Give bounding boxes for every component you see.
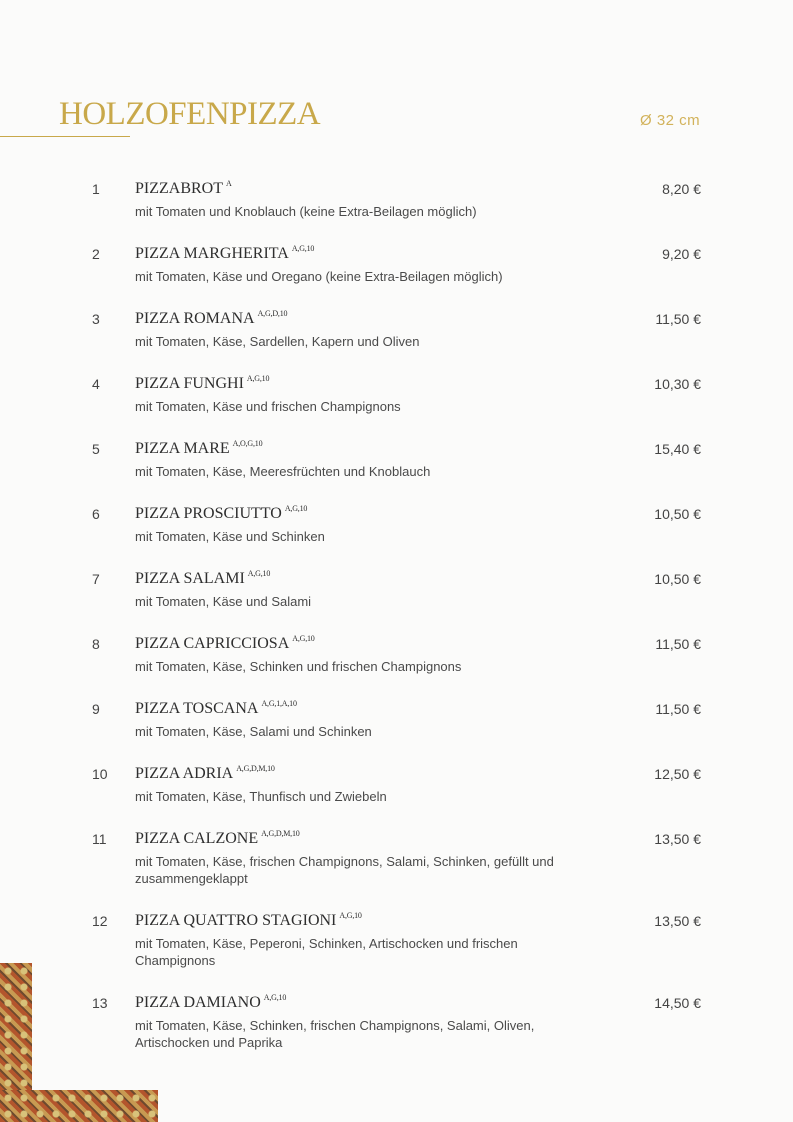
- item-number: 3: [92, 311, 100, 327]
- item-number: 2: [92, 246, 100, 262]
- item-price: 10,50 €: [654, 571, 701, 587]
- item-number: 13: [92, 995, 108, 1011]
- item-number: 5: [92, 441, 100, 457]
- item-name: [135, 911, 362, 930]
- item-name-text: PIZZA TOSCANA: [135, 700, 259, 717]
- item-name-text: PIZZA QUATTRO STAGIONI: [135, 912, 337, 929]
- item-number: 1: [92, 181, 100, 197]
- item-name: [135, 829, 300, 848]
- item-name: [135, 244, 314, 263]
- item-name-text: PIZZA DAMIANO: [135, 994, 261, 1011]
- item-name: [135, 439, 262, 458]
- item-allergens: A,G,1,A,10: [261, 699, 297, 708]
- item-name-text: PIZZA CAPRICCIOSA: [135, 635, 290, 652]
- item-allergens: A,G,D,10: [257, 309, 288, 318]
- item-allergens: A,G,D,M,10: [261, 829, 300, 838]
- item-name: [135, 374, 269, 393]
- item-name-text: PIZZA ADRIA: [135, 765, 234, 782]
- item-description: mit Tomaten, Käse, Schinken, frischen Champignons, Salami, Oliven, Artischocken und Paprika: [135, 1018, 535, 1050]
- item-name-text: PIZZA SALAMI: [135, 570, 245, 587]
- item-description: mit Tomaten, Käse, frischen Champignons, Salami, Schinken, gefüllt und zusammengeklappt: [135, 854, 554, 886]
- item-price: 13,50 €: [654, 831, 701, 847]
- item-number: 7: [92, 571, 100, 587]
- item-allergens: A,G,10: [246, 374, 270, 383]
- item-price: 11,50 €: [655, 701, 701, 717]
- item-number: 9: [92, 701, 100, 717]
- item-allergens: A,G,10: [292, 634, 315, 643]
- item-price: 11,50 €: [655, 311, 701, 327]
- item-description: mit Tomaten, Käse, Meeresfrüchten und Knoblauch: [135, 464, 431, 479]
- item-price: 10,50 €: [654, 506, 701, 522]
- item-allergens: A,G,D,M,10: [236, 764, 275, 773]
- title-underline: [0, 136, 130, 137]
- item-name-text: PIZZA ROMANA: [135, 310, 255, 327]
- item-allergens: A,G,10: [284, 504, 308, 513]
- item-name: [135, 699, 297, 718]
- item-description: mit Tomaten, Käse und Salami: [135, 594, 312, 609]
- item-description: mit Tomaten, Käse und Oregano (keine Extra-Beilagen möglich): [135, 269, 503, 284]
- item-allergens: A,G,10: [247, 569, 271, 578]
- item-allergens: A,G,10: [263, 993, 287, 1002]
- item-number: 12: [92, 913, 108, 929]
- item-description: mit Tomaten, Käse, Schinken und frischen Champignons: [135, 659, 462, 674]
- item-number: 11: [92, 831, 107, 847]
- item-description: mit Tomaten, Käse, Sardellen, Kapern und Oliven: [135, 334, 420, 349]
- item-price: 9,20 €: [662, 246, 701, 262]
- item-name: [135, 569, 270, 588]
- item-name-text: PIZZA PROSCIUTTO: [135, 505, 282, 522]
- item-name: [135, 634, 315, 653]
- pizza-size-label: Ø 32 cm: [640, 112, 701, 129]
- item-name-text: PIZZABROT: [135, 180, 223, 197]
- item-description: mit Tomaten, Käse, Peperoni, Schinken, Artischocken und frischen Champignons: [135, 936, 518, 968]
- item-allergens: A: [226, 179, 232, 188]
- item-description: mit Tomaten, Käse und Schinken: [135, 529, 325, 544]
- item-name-text: PIZZA MARGHERITA: [135, 245, 289, 262]
- item-price: 10,30 €: [654, 376, 701, 392]
- item-name-text: PIZZA MARE: [135, 440, 230, 457]
- item-price: 8,20 €: [662, 181, 701, 197]
- item-description: mit Tomaten, Käse, Thunfisch und Zwiebeln: [135, 789, 387, 804]
- item-allergens: A,G,10: [339, 911, 362, 920]
- item-allergens: A,G,10: [291, 244, 315, 253]
- item-name: [135, 504, 307, 523]
- item-number: 6: [92, 506, 100, 522]
- item-price: 11,50 €: [655, 636, 701, 652]
- item-description: mit Tomaten, Käse und frischen Champignons: [135, 399, 401, 414]
- item-allergens: A,O,G,10: [232, 439, 263, 448]
- item-name: [135, 993, 286, 1012]
- item-number: 8: [92, 636, 100, 652]
- item-price: 12,50 €: [654, 766, 701, 782]
- item-name-text: PIZZA FUNGHI: [135, 375, 244, 392]
- item-price: 14,50 €: [654, 995, 701, 1011]
- item-number: 4: [92, 376, 100, 392]
- item-description: mit Tomaten und Knoblauch (keine Extra-Beilagen möglich): [135, 204, 477, 219]
- item-name: [135, 764, 275, 783]
- item-name-text: PIZZA CALZONE: [135, 830, 259, 847]
- item-price: 15,40 €: [654, 441, 701, 457]
- item-description: mit Tomaten, Käse, Salami und Schinken: [135, 724, 372, 739]
- item-price: 13,50 €: [654, 913, 701, 929]
- item-name: [135, 309, 287, 328]
- page-title: HOLZOFENPIZZA: [59, 96, 321, 132]
- item-name: [135, 179, 232, 198]
- item-number: 10: [92, 766, 108, 782]
